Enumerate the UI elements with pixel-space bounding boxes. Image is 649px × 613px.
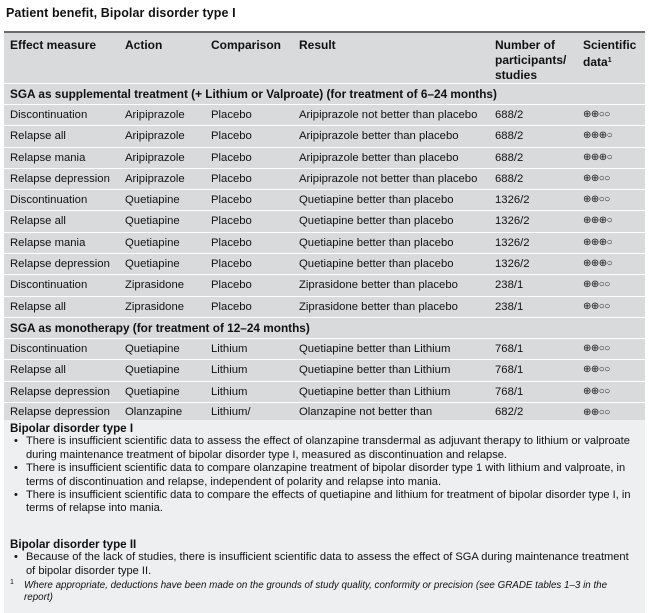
scientific-data-cell: ⊕⊕⊕○ bbox=[583, 258, 613, 270]
scientific-data-cell: ⊕⊕⊕○ bbox=[583, 151, 613, 163]
bullet-icon: • bbox=[14, 551, 18, 564]
table-body bbox=[4, 83, 645, 436]
table-row bbox=[4, 168, 645, 189]
footnote-text: Where appropriate, deductions have been made on the grounds of study quality, conformity or precision (see GRADE tables 1–3 in the report) bbox=[24, 580, 608, 603]
participants-cell: 768/1 bbox=[495, 385, 524, 398]
scientific-data-cell: ⊕⊕○○ bbox=[583, 194, 610, 206]
comparison-cell: Placebo bbox=[211, 300, 252, 313]
section-heading bbox=[4, 83, 645, 104]
effect-measure-cell: Relapse depression bbox=[10, 172, 110, 185]
action-cell: Quetiapine bbox=[125, 342, 180, 355]
bullet-icon: • bbox=[14, 462, 18, 475]
bullet-icon: • bbox=[14, 489, 18, 502]
type2-bullet-list bbox=[10, 551, 640, 578]
scientific-data-cell: ⊕⊕○○ bbox=[583, 385, 610, 397]
action-cell: Aripiprazole bbox=[125, 151, 185, 164]
participants-cell: 688/2 bbox=[495, 130, 524, 143]
bullet-text: There is insufficient scientific data to compare the effects of quetiapine and lithium for treatment of bipolar disorder type I, in terms of relapse into mania. bbox=[26, 489, 631, 515]
comparison-cell: Lithium bbox=[211, 385, 248, 398]
table-row bbox=[4, 189, 645, 210]
header-result: Result bbox=[299, 38, 336, 52]
effect-measure-cell: Discontinuation bbox=[10, 279, 88, 292]
table-row bbox=[4, 104, 645, 125]
action-cell: Olanzapine bbox=[125, 405, 183, 418]
table-row bbox=[4, 210, 645, 231]
action-cell: Ziprasidone bbox=[125, 300, 185, 313]
effect-measure-cell: Relapse mania bbox=[10, 236, 86, 249]
scientific-data-cell: ⊕⊕○○ bbox=[583, 109, 610, 120]
bullet-icon: • bbox=[14, 435, 18, 448]
comparison-cell: Lithium/ bbox=[211, 405, 251, 418]
scientific-data-cell: ⊕⊕○○ bbox=[583, 172, 610, 184]
type1-heading: Bipolar disorder type I bbox=[10, 422, 134, 435]
participants-cell: 768/1 bbox=[495, 342, 524, 355]
participants-cell: 768/1 bbox=[495, 364, 524, 377]
result-cell: Quetiapine better than placebo bbox=[299, 215, 454, 228]
effect-measure-cell: Relapse depression bbox=[10, 405, 110, 418]
bullet-item bbox=[10, 462, 640, 489]
result-cell: Quetiapine better than Lithium bbox=[299, 342, 451, 355]
participants-cell: 688/2 bbox=[495, 172, 524, 185]
effect-measure-cell: Relapse all bbox=[10, 130, 66, 143]
result-cell: Quetiapine better than Lithium bbox=[299, 364, 451, 377]
result-cell: Aripiprazole not better than placebo bbox=[299, 172, 478, 185]
table-row bbox=[4, 147, 645, 168]
result-cell: Quetiapine better than placebo bbox=[299, 258, 454, 271]
comparison-cell: Placebo bbox=[211, 215, 252, 228]
effect-measure-cell: Relapse all bbox=[10, 300, 66, 313]
bullet-text: There is insufficient scientific data to compare olanzapine treatment of bipolar disorder type 1 with lithium and valproate, in terms of discontinuation and relapse, independent of polarity and relapse into mania. bbox=[26, 462, 626, 488]
participants-cell: 688/2 bbox=[495, 151, 524, 164]
table-row bbox=[4, 274, 645, 295]
effect-measure-cell: Discontinuation bbox=[10, 109, 88, 121]
result-cell: Quetiapine better than placebo bbox=[299, 194, 454, 207]
comparison-cell: Placebo bbox=[211, 151, 252, 164]
effect-measure-cell: Relapse all bbox=[10, 215, 66, 228]
result-cell: Ziprasidone better than placebo bbox=[299, 279, 458, 292]
action-cell: Quetiapine bbox=[125, 194, 180, 207]
table-row bbox=[4, 338, 645, 359]
table-row bbox=[4, 296, 645, 317]
result-cell: Ziprasidone better than placebo bbox=[299, 300, 458, 313]
bullet-item bbox=[10, 551, 640, 578]
effect-measure-cell: Relapse depression bbox=[10, 385, 110, 398]
action-cell: Quetiapine bbox=[125, 258, 180, 271]
page-title: Patient benefit, Bipolar disorder type I bbox=[6, 6, 236, 20]
result-cell: Aripiprazole better than placebo bbox=[299, 151, 459, 164]
bullet-item bbox=[10, 435, 640, 462]
comparison-cell: Placebo bbox=[211, 279, 252, 292]
participants-cell: 1326/2 bbox=[495, 258, 530, 271]
scientific-data-cell: ⊕⊕○○ bbox=[583, 342, 610, 354]
scientific-data-cell: ⊕⊕⊕○ bbox=[583, 236, 613, 248]
participants-cell: 238/1 bbox=[495, 279, 524, 292]
type2-notes bbox=[10, 538, 640, 578]
result-cell: Aripiprazole better than placebo bbox=[299, 130, 459, 143]
participants-cell: 1326/2 bbox=[495, 215, 530, 228]
result-cell: Olanzapine not better than bbox=[299, 405, 433, 418]
scientific-data-cell: ⊕⊕○○ bbox=[583, 279, 610, 291]
footnote-number: 1 bbox=[10, 579, 14, 586]
footnote bbox=[10, 580, 636, 604]
result-cell: Aripiprazole not better than placebo bbox=[299, 109, 478, 121]
effect-measure-cell: Relapse mania bbox=[10, 151, 86, 164]
header-participants: Number of participants/ studies bbox=[495, 38, 567, 82]
participants-cell: 1326/2 bbox=[495, 236, 530, 249]
type1-bullet-list bbox=[10, 435, 640, 515]
comparison-cell: Placebo bbox=[211, 172, 252, 185]
scientific-data-cell: ⊕⊕⊕○ bbox=[583, 130, 613, 142]
scientific-data-cell: ⊕⊕○○ bbox=[583, 364, 610, 376]
scientific-data-cell: ⊕⊕⊕○ bbox=[583, 215, 613, 227]
comparison-cell: Placebo bbox=[211, 194, 252, 207]
action-cell: Quetiapine bbox=[125, 385, 180, 398]
effect-measure-cell: Discontinuation bbox=[10, 194, 88, 207]
table-row bbox=[4, 381, 645, 402]
effect-measure-cell: Relapse all bbox=[10, 364, 66, 377]
bullet-text: There is insufficient scientific data to assess the effect of olanzapine transdermal as adjuvant therapy to lithium or valproate during maintenance treatment of bipolar disorder type I, measured as discontinuation and relapse. bbox=[26, 435, 630, 461]
table-header bbox=[4, 31, 645, 83]
bullet-text: Because of the lack of studies, there is insufficient scientific data to assess the effect of SGA during maintenance treatment of bipolar disorder type II. bbox=[26, 551, 629, 577]
section-heading bbox=[4, 317, 645, 338]
header-action: Action bbox=[125, 38, 163, 52]
header-comparison: Comparison bbox=[211, 38, 282, 52]
participants-cell: 682/2 bbox=[495, 405, 524, 418]
comparison-cell: Placebo bbox=[211, 258, 252, 271]
effect-measure-cell: Relapse depression bbox=[10, 258, 110, 271]
comparison-cell: Placebo bbox=[211, 109, 252, 121]
action-cell: Aripiprazole bbox=[125, 109, 185, 121]
table-row bbox=[4, 253, 645, 274]
comparison-cell: Placebo bbox=[211, 236, 252, 249]
bullet-item bbox=[10, 489, 640, 516]
footnote-marker: 1 bbox=[607, 57, 612, 64]
type2-heading: Bipolar disorder type II bbox=[10, 538, 137, 551]
header-effect-measure: Effect measure bbox=[10, 38, 97, 52]
header-scientific-data: Scientific data$^1$ bbox=[583, 38, 637, 69]
comparison-cell: Placebo bbox=[211, 130, 252, 143]
action-cell: Ziprasidone bbox=[125, 279, 185, 292]
result-cell: Quetiapine better than Lithium bbox=[299, 385, 451, 398]
participants-cell: 688/2 bbox=[495, 109, 524, 121]
section-heading-text: SGA as supplemental treatment (+ Lithium or Valproate) (for treatment of 6–24 months) bbox=[10, 87, 497, 101]
action-cell: Quetiapine bbox=[125, 236, 180, 249]
action-cell: Quetiapine bbox=[125, 215, 180, 228]
type1-notes bbox=[10, 422, 640, 516]
table-row bbox=[4, 232, 645, 253]
result-cell: Quetiapine better than placebo bbox=[299, 236, 454, 249]
participants-cell: 238/1 bbox=[495, 300, 524, 313]
participants-cell: 1326/2 bbox=[495, 194, 530, 207]
action-cell: Quetiapine bbox=[125, 364, 180, 377]
action-cell: Aripiprazole bbox=[125, 172, 185, 185]
comparison-cell: Lithium bbox=[211, 364, 248, 377]
section-heading-text: SGA as monotherapy (for treatment of 12–24 months) bbox=[10, 320, 310, 335]
scientific-data-cell: ⊕⊕○○ bbox=[583, 300, 610, 312]
scientific-data-cell: ⊕⊕○○ bbox=[583, 406, 610, 418]
notes-panel bbox=[4, 420, 645, 613]
table-row bbox=[4, 125, 645, 146]
effect-measure-cell: Discontinuation bbox=[10, 342, 88, 355]
table-row bbox=[4, 359, 645, 380]
comparison-cell: Lithium bbox=[211, 342, 248, 355]
evidence-table bbox=[4, 31, 645, 436]
action-cell: Aripiprazole bbox=[125, 130, 185, 143]
